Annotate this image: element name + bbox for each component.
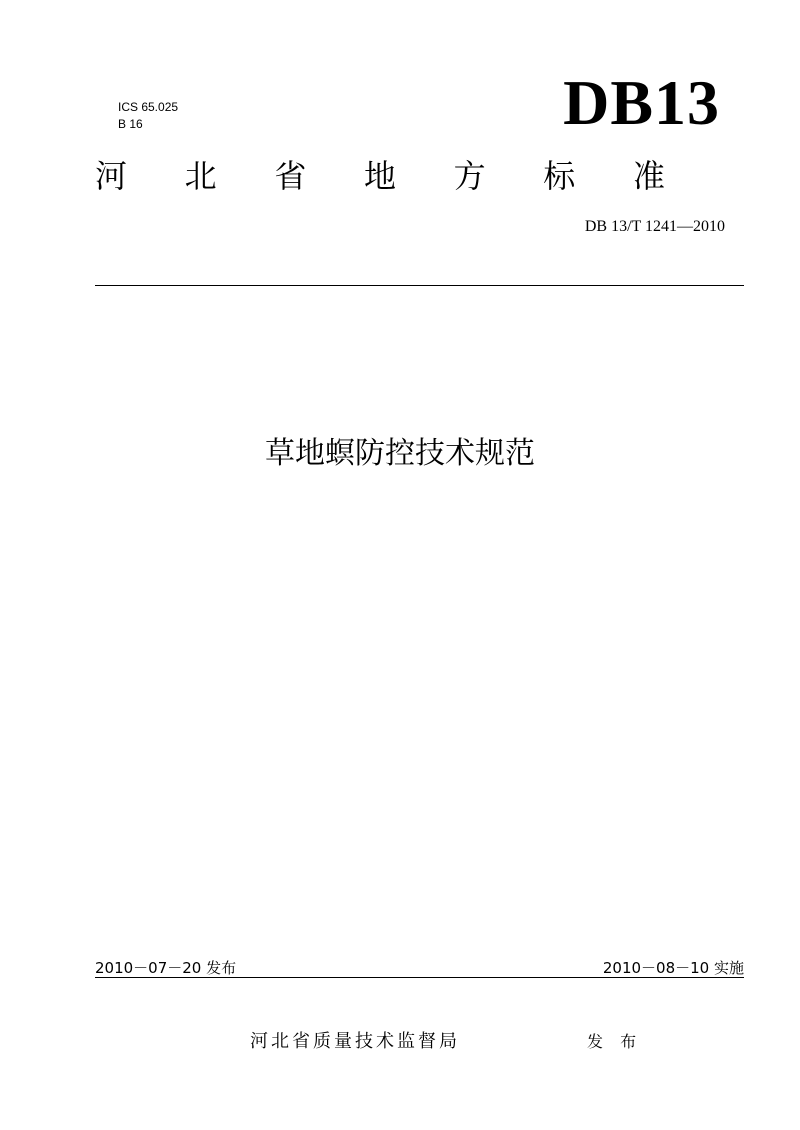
effective-date: 2010－08－10 实施 (602, 959, 744, 977)
standard-type-char: 河 (95, 157, 128, 195)
standard-type-char: 北 (184, 157, 217, 195)
standard-number: DB 13/T 1241—2010 (584, 218, 725, 235)
ccs-code: B 16 (118, 117, 143, 131)
issuing-authority: 河北省质量技术监督局 (250, 1031, 460, 1052)
classification-codes (118, 99, 178, 133)
standard-type-char: 方 (453, 157, 486, 195)
issue-date: 2010－07－20 发布 (95, 959, 237, 977)
footer-divider (95, 977, 744, 978)
standard-type-char: 省 (274, 157, 307, 195)
ics-code: ICS 65.025 (118, 100, 179, 114)
standard-type-heading (95, 156, 665, 196)
header-divider (95, 285, 744, 286)
standard-type-char: 准 (632, 157, 665, 195)
db13-logo: DB13 (563, 67, 720, 138)
document-title: 草地螟防控技术规范 (265, 436, 535, 471)
standard-type-char: 地 (363, 157, 396, 195)
standard-type-char: 标 (543, 157, 576, 195)
publish-label: 发 布 (587, 1032, 643, 1051)
